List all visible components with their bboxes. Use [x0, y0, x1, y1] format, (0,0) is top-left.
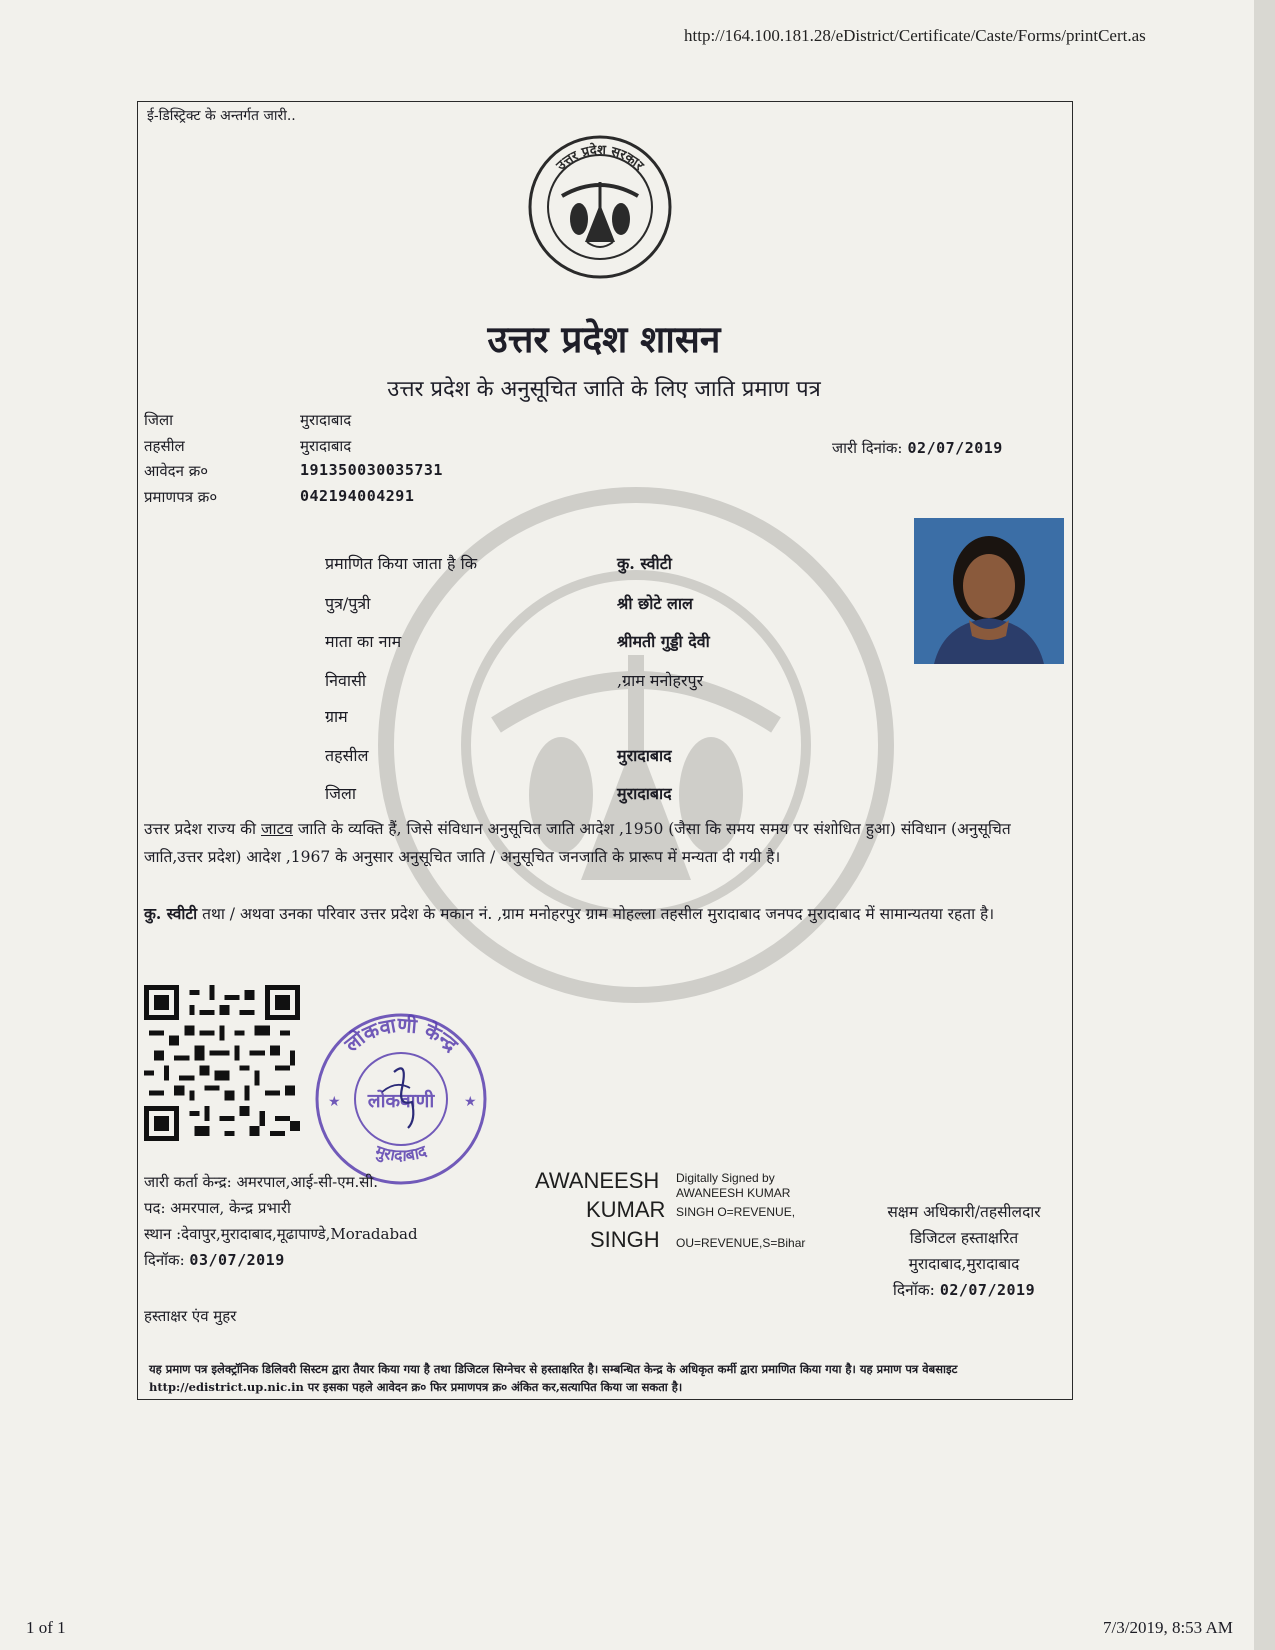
- sig-detail-line1: Digitally Signed by: [676, 1171, 775, 1185]
- svg-text:★: ★: [328, 1094, 341, 1110]
- sig-detail-line3: SINGH O=REVENUE,: [676, 1205, 796, 1219]
- lokvani-stamp: [312, 1010, 490, 1188]
- sig-name-line1: AWANEESH: [535, 1168, 660, 1193]
- certificate-no-value: 042194004291: [300, 487, 415, 505]
- application-no-label: आवेदन क्र०: [144, 462, 209, 480]
- authority-date-label: दिनॉक:: [892, 1281, 935, 1299]
- print-datetime: 7/3/2019, 8:53 AM: [1103, 1618, 1233, 1637]
- issuer-post: पद: अमरपाल, केन्द्र प्रभारी: [144, 1199, 291, 1217]
- print-url: http://164.100.181.28/eDistrict/Certificate/Caste/Forms/printCert.as: [684, 26, 1146, 45]
- district-label: जिला: [144, 411, 174, 429]
- father-name: श्री छोटे लाल: [617, 594, 693, 613]
- person-district-value: मुरादाबाद: [617, 784, 672, 803]
- sign-and-seal: हस्ताक्षर एंव मुहर: [144, 1307, 237, 1325]
- authority-location: मुरादाबाद,मुरादाबाद: [908, 1255, 1020, 1273]
- person-district-label: जिला: [325, 784, 357, 803]
- qr-code: [144, 985, 300, 1141]
- up-emblem-icon: [527, 134, 673, 280]
- authority-date: [858, 1278, 1070, 1300]
- tehsil-label: तहसील: [144, 437, 185, 455]
- child-of-label: पुत्र/पुत्री: [325, 594, 371, 613]
- authority-date-value: 02/07/2019: [939, 1281, 1036, 1299]
- para1-start: उत्तर प्रदेश राज्य की: [144, 820, 257, 838]
- issuer-date: [144, 1250, 285, 1270]
- applicant-photo: [914, 518, 1064, 664]
- svg-text:★: ★: [464, 1094, 477, 1110]
- caste-name: जाटव: [260, 820, 293, 838]
- emblem-text: उत्तर प्रदेश सरकार: [553, 142, 647, 174]
- authority-designation: सक्षम अधिकारी/तहसीलदार: [887, 1203, 1041, 1221]
- certificate-no-label: प्रमाणपत्र क्र०: [144, 488, 218, 506]
- sig-detail-line2: AWANEESH KUMAR: [676, 1186, 791, 1200]
- mother-name: श्रीमती गुड्डी देवी: [617, 632, 710, 651]
- issuer-place: स्थान :देवापुर,मुरादाबाद,मूढापाण्डे,Moradabad: [144, 1225, 418, 1243]
- page-edge: [1254, 0, 1275, 1650]
- stamp-center-text: लोकवाणी: [367, 1090, 435, 1112]
- sig-name-line3: SINGH: [590, 1227, 660, 1252]
- issue-date-label: जारी दिनांक:: [832, 439, 903, 457]
- svg-text:लोकवाणी केन्द्र: [339, 1012, 464, 1057]
- certified-label: प्रमाणित किया जाता है कि: [325, 554, 478, 573]
- person-tehsil-label: तहसील: [325, 746, 369, 765]
- person-tehsil-value: मुरादाबाद: [617, 746, 672, 765]
- person-name: कु. स्वीटी: [617, 554, 672, 573]
- issue-date: [832, 438, 1003, 458]
- stamp-bottom-text: मुरादाबाद: [373, 1141, 430, 1165]
- caste-paragraph: [144, 815, 1059, 871]
- sig-detail-line4: OU=REVENUE,S=Bihar: [676, 1236, 806, 1250]
- issue-date-value: 02/07/2019: [907, 439, 1003, 457]
- authority-signed: डिजिटल हस्ताक्षरित: [909, 1229, 1019, 1247]
- page-indicator: 1 of 1: [26, 1618, 66, 1637]
- issuer-date-label: दिनॉक:: [144, 1251, 185, 1269]
- footer-notice: यह प्रमाण पत्र इलेक्ट्रॉनिक डिलिवरी सिस्टम द्वारा तैयार किया गया है तथा डिजिटल सिग्नेचर से हस्ताक्षरित है। सम्बन्धित केन्द्र के अधिकृत कर्मी द्वारा प्रमाणित किया गया है। यह प्रमाण पत्र वेबसाइट http://edistrict.up.nic.in पर इसका पहले आवेदन क्र० फिर प्रमाणपत्र क्र० अंकित कर,सत्यापित किया जा सकता है।: [149, 1362, 958, 1394]
- para1-rest: जाति के व्यक्ति हैं, जिसे संविधान अनुसूचित जाति आदेश ,1950 (जैसा कि समय समय पर संशोधित हुआ) संविधान (अनुसूचित जाति,उत्तर प्रदेश) आदेश ,1967 के अनुसार अनुसूचित जाति / अनुसूचित जनजाति के प्रारूप में मन्यता दी गयी है।: [144, 820, 1011, 866]
- certificate-title: उत्तर प्रदेश के अनुसूचित जाति के लिए जाति प्रमाण पत्र: [387, 377, 821, 402]
- para2-name: कु. स्वीटी: [144, 904, 198, 923]
- tehsil-value: मुरादाबाद: [300, 437, 352, 455]
- sig-name-line2: KUMAR: [586, 1197, 666, 1222]
- issuer-center: जारी कर्ता केन्द्र: अमरपाल,आई-सी-एम.सी.: [144, 1173, 379, 1191]
- stamp-top-text: लोकवाणी केन्द्र: [339, 1012, 463, 1057]
- issued-under-note: ई-डिस्ट्रिक्ट के अन्तर्गत जारी..: [147, 108, 296, 124]
- residence-paragraph: [144, 900, 1059, 928]
- government-title: उत्तर प्रदेश शासन: [487, 317, 721, 361]
- resident-label: निवासी: [325, 671, 367, 690]
- mother-label: माता का नाम: [325, 632, 402, 651]
- para2-rest: तथा / अथवा उनका परिवार उत्तर प्रदेश के मकान नं. ,ग्राम मनोहरपुर ग्राम मोहल्ला तहसील मुरादाबाद जनपद मुरादाबाद में सामान्यतया रहता है।: [202, 905, 995, 923]
- application-no-value: 191350030035731: [300, 461, 443, 479]
- issuer-date-value: 03/07/2019: [189, 1251, 285, 1269]
- village-label: ग्राम: [325, 707, 348, 726]
- resident-value: ,ग्राम मनोहरपुर: [617, 671, 704, 690]
- district-value: मुरादाबाद: [300, 411, 352, 429]
